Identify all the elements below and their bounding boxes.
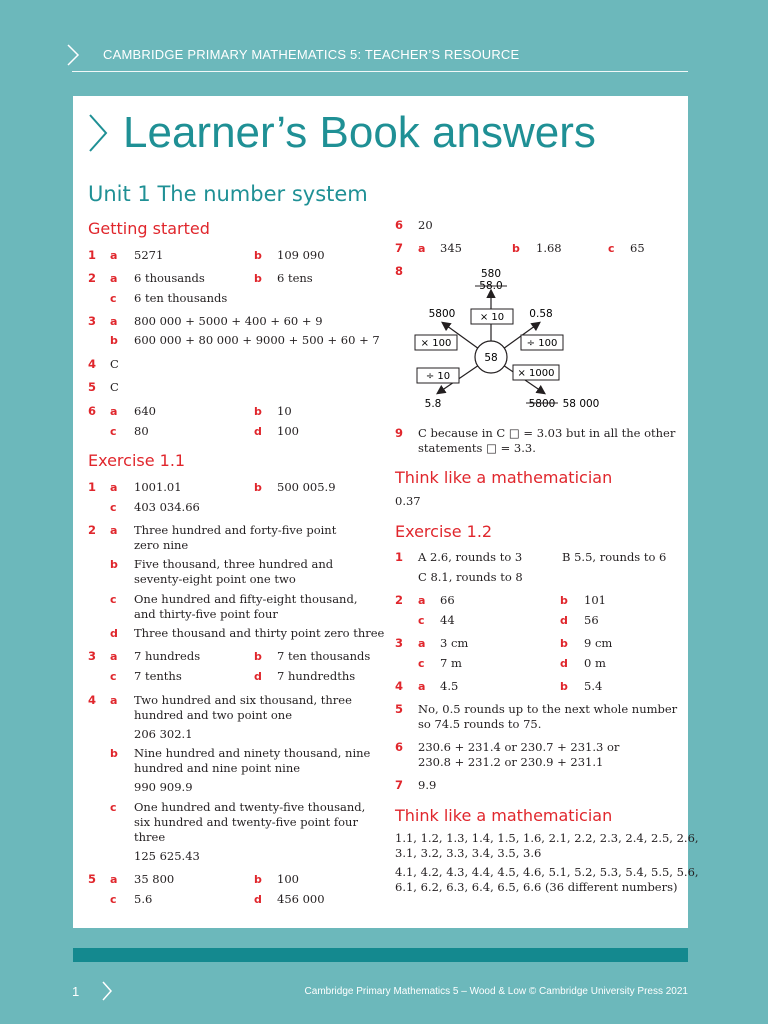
answer: 6 tens xyxy=(277,271,313,285)
answer: 9 cm xyxy=(584,636,613,650)
answer: Nine hundred and ninety thousand, nine xyxy=(134,746,371,760)
answer: 7 hundredths xyxy=(277,669,356,683)
chevron-right-icon xyxy=(66,44,80,66)
answer: C xyxy=(110,380,119,394)
answer: 1.68 xyxy=(536,241,562,255)
answer: 4.1, 4.2, 4.3, 4.4, 4.5, 4.6, 5.1, 5.2, 5.3, 5.4, 5.5, 5.6, xyxy=(395,865,699,879)
q-number: 4 xyxy=(395,679,404,693)
answer: Two hundred and six thousand, three xyxy=(134,693,352,707)
q-letter: d xyxy=(560,614,568,627)
q-number: 3 xyxy=(88,314,97,328)
answer: so 74.5 rounds to 75. xyxy=(418,717,542,731)
q-letter: a xyxy=(418,637,426,650)
q-letter: c xyxy=(110,670,117,683)
diagram-center: 58 xyxy=(484,352,498,364)
answer: 5.4 xyxy=(584,679,603,693)
q-number: 6 xyxy=(88,404,97,418)
answer: 7 hundreds xyxy=(134,649,201,663)
answer: 10 xyxy=(277,404,292,418)
answer: hundred and two point one xyxy=(134,708,293,722)
answer: B 5.5, rounds to 6 xyxy=(562,550,667,564)
q-letter: d xyxy=(254,893,262,906)
answer: Three hundred and forty-five point xyxy=(134,523,337,537)
footer-copyright: Cambridge Primary Mathematics 5 – Wood & Low © Cambridge University Press 2021 xyxy=(304,986,688,997)
page-title: Learner’s Book answers xyxy=(123,108,596,157)
answer: Three thousand and thirty point zero three xyxy=(134,626,385,640)
q-letter: c xyxy=(418,614,425,627)
q-letter: b xyxy=(254,650,262,663)
section-exercise-1-2: Exercise 1.2 xyxy=(395,522,493,541)
q-number: 5 xyxy=(88,380,97,394)
q-number: 8 xyxy=(395,264,404,278)
answer: 101 xyxy=(584,593,606,607)
page-header xyxy=(0,0,768,80)
answer: 35 800 xyxy=(134,872,175,886)
answer: No, 0.5 rounds up to the next whole number xyxy=(418,702,678,716)
answer: 6 ten thousands xyxy=(134,291,228,305)
q-number: 4 xyxy=(88,693,97,707)
q-letter: a xyxy=(110,272,118,285)
answer: C because in C □ = 3.03 but in all the other xyxy=(418,426,676,440)
q-letter: b xyxy=(560,594,568,607)
q-letter: a xyxy=(418,242,426,255)
diagram-top: 580 xyxy=(480,268,502,280)
answer: 345 xyxy=(440,241,462,255)
chevron-right-icon xyxy=(101,981,113,1001)
answer: 109 090 xyxy=(277,248,325,262)
q-letter: b xyxy=(254,249,262,262)
answer: 9.9 xyxy=(418,778,437,792)
q-letter: c xyxy=(110,425,117,438)
answer: 990 909.9 xyxy=(134,780,193,794)
q-number: 2 xyxy=(395,593,404,607)
answer: 5.6 xyxy=(134,892,153,906)
answer: 4.5 xyxy=(440,679,459,693)
q-letter: b xyxy=(560,637,568,650)
q-number: 2 xyxy=(88,271,97,285)
q-letter: d xyxy=(254,670,262,683)
q-number: 6 xyxy=(395,740,404,754)
answer: 20 xyxy=(418,218,433,232)
q-letter: d xyxy=(254,425,262,438)
q-letter: c xyxy=(110,801,117,814)
answer: 640 xyxy=(134,404,156,418)
answer: 500 005.9 xyxy=(277,480,336,494)
answer: A 2.6, rounds to 3 xyxy=(418,550,523,564)
q-letter: c xyxy=(110,893,117,906)
q-number: 5 xyxy=(395,702,404,716)
diagram-bottom-left: 5.8 xyxy=(424,398,442,410)
q-letter: c xyxy=(110,593,117,606)
q-letter: b xyxy=(254,272,262,285)
answer: 456 000 xyxy=(277,892,325,906)
q-number: 4 xyxy=(88,357,97,371)
q-number: 1 xyxy=(395,550,404,564)
answer: hundred and nine point nine xyxy=(134,761,301,775)
op-times-10: × 10 xyxy=(479,312,505,323)
answer: 3.1, 3.2, 3.3, 3.4, 3.5, 3.6 xyxy=(395,846,542,860)
answer: and thirty-five point four xyxy=(134,607,278,621)
q-letter: a xyxy=(110,650,118,663)
answer: C xyxy=(110,357,119,371)
answer: 65 xyxy=(630,241,645,255)
q-number: 9 xyxy=(395,426,404,440)
q-letter: a xyxy=(110,405,118,418)
q-letter: b xyxy=(254,481,262,494)
answer: One hundred and fifty-eight thousand, xyxy=(134,592,358,606)
answer: 0 m xyxy=(584,656,606,670)
q-letter: c xyxy=(110,292,117,305)
answer: 100 xyxy=(277,424,299,438)
section-think-like-mathematician-2: Think like a mathematician xyxy=(395,806,613,825)
answer: 403 034.66 xyxy=(134,500,200,514)
diagram-right-top: 0.58 xyxy=(529,308,553,320)
q-number: 7 xyxy=(395,778,404,792)
q-number: 7 xyxy=(395,241,404,255)
q-letter: b xyxy=(110,558,118,571)
q-number: 6 xyxy=(395,218,404,232)
answer: 230.8 + 231.2 or 230.9 + 231.1 xyxy=(418,755,604,769)
answer: C 8.1, rounds to 8 xyxy=(418,570,523,584)
op-times-100: × 100 xyxy=(420,338,452,349)
q-letter: a xyxy=(110,315,118,328)
q-letter: b xyxy=(110,747,118,760)
answer: zero nine xyxy=(134,538,189,552)
q-letter: a xyxy=(110,873,118,886)
answer: 66 xyxy=(440,593,455,607)
content-panel xyxy=(73,96,699,928)
answer: 600 000 + 80 000 + 9000 + 500 + 60 + 7 xyxy=(134,333,380,347)
answer: 100 xyxy=(277,872,299,886)
place-value-diagram xyxy=(393,261,633,421)
q-letter: c xyxy=(418,657,425,670)
section-think-like-mathematician: Think like a mathematician xyxy=(395,468,613,487)
answer: 5271 xyxy=(134,248,164,262)
q-letter: d xyxy=(560,657,568,670)
q-letter: d xyxy=(110,627,118,640)
answer: 6.1, 6.2, 6.3, 6.4, 6.5, 6.6 (36 different numbers) xyxy=(395,880,678,894)
header-title: CAMBRIDGE PRIMARY MATHEMATICS 5: TEACHER’S RESOURCE xyxy=(103,47,520,62)
section-getting-started: Getting started xyxy=(88,219,210,238)
answer: 7 ten thousands xyxy=(277,649,371,663)
diagram-left-top: 5800 xyxy=(428,308,456,320)
q-number: 3 xyxy=(88,649,97,663)
answer: One hundred and twenty-five thousand, xyxy=(134,800,366,814)
answer: 1.1, 1.2, 1.3, 1.4, 1.5, 1.6, 2.1, 2.2, 2.3, 2.4, 2.5, 2.6, xyxy=(395,831,699,845)
q-letter: b xyxy=(560,680,568,693)
section-exercise-1-1: Exercise 1.1 xyxy=(88,451,186,470)
q-letter: a xyxy=(110,481,118,494)
q-number: 2 xyxy=(88,523,97,537)
op-times-1000: × 1000 xyxy=(517,368,555,379)
q-number: 1 xyxy=(88,248,97,262)
diagram-bottom-right: 58 000 xyxy=(562,398,600,410)
answer: three xyxy=(134,830,166,844)
q-letter: b xyxy=(512,242,520,255)
answer: 56 xyxy=(584,613,599,627)
q-letter: a xyxy=(110,694,118,707)
diagram-top-struck: 58.0 xyxy=(479,280,503,292)
q-letter: a xyxy=(110,524,118,537)
answer: 3 cm xyxy=(440,636,469,650)
footer-band xyxy=(73,948,688,962)
q-number: 1 xyxy=(88,480,97,494)
diagram-bottom-struck: 5800 xyxy=(528,398,556,410)
q-letter: a xyxy=(418,680,426,693)
q-number: 5 xyxy=(88,872,97,886)
answer: Five thousand, three hundred and xyxy=(134,557,334,571)
answer: 800 000 + 5000 + 400 + 60 + 9 xyxy=(134,314,323,328)
q-letter: b xyxy=(254,873,262,886)
q-letter: c xyxy=(110,501,117,514)
op-div-100: ÷ 100 xyxy=(526,338,558,349)
answer: 6 thousands xyxy=(134,271,205,285)
q-letter: a xyxy=(418,594,426,607)
answer: 125 625.43 xyxy=(134,849,200,863)
unit-title: Unit 1 The number system xyxy=(88,182,368,206)
q-letter: c xyxy=(608,242,615,255)
q-letter: b xyxy=(254,405,262,418)
answer: 230.6 + 231.4 or 230.7 + 231.3 or xyxy=(418,740,620,754)
answer: six hundred and twenty-five point four xyxy=(134,815,358,829)
answer: 44 xyxy=(440,613,455,627)
header-rule xyxy=(72,71,688,72)
answer: 1001.01 xyxy=(134,480,182,494)
answer: 0.37 xyxy=(395,494,421,508)
answer: statements □ = 3.3. xyxy=(418,441,536,455)
page-number: 1 xyxy=(72,984,80,999)
answer: seventy-eight point one two xyxy=(134,572,296,586)
answer: 7 m xyxy=(440,656,462,670)
q-letter: b xyxy=(110,334,118,347)
op-div-10: ÷ 10 xyxy=(425,371,451,382)
answer: 206 302.1 xyxy=(134,727,193,741)
chevron-right-icon xyxy=(87,113,109,153)
answer: 80 xyxy=(134,424,149,438)
q-number: 3 xyxy=(395,636,404,650)
q-letter: a xyxy=(110,249,118,262)
answer: 7 tenths xyxy=(134,669,182,683)
